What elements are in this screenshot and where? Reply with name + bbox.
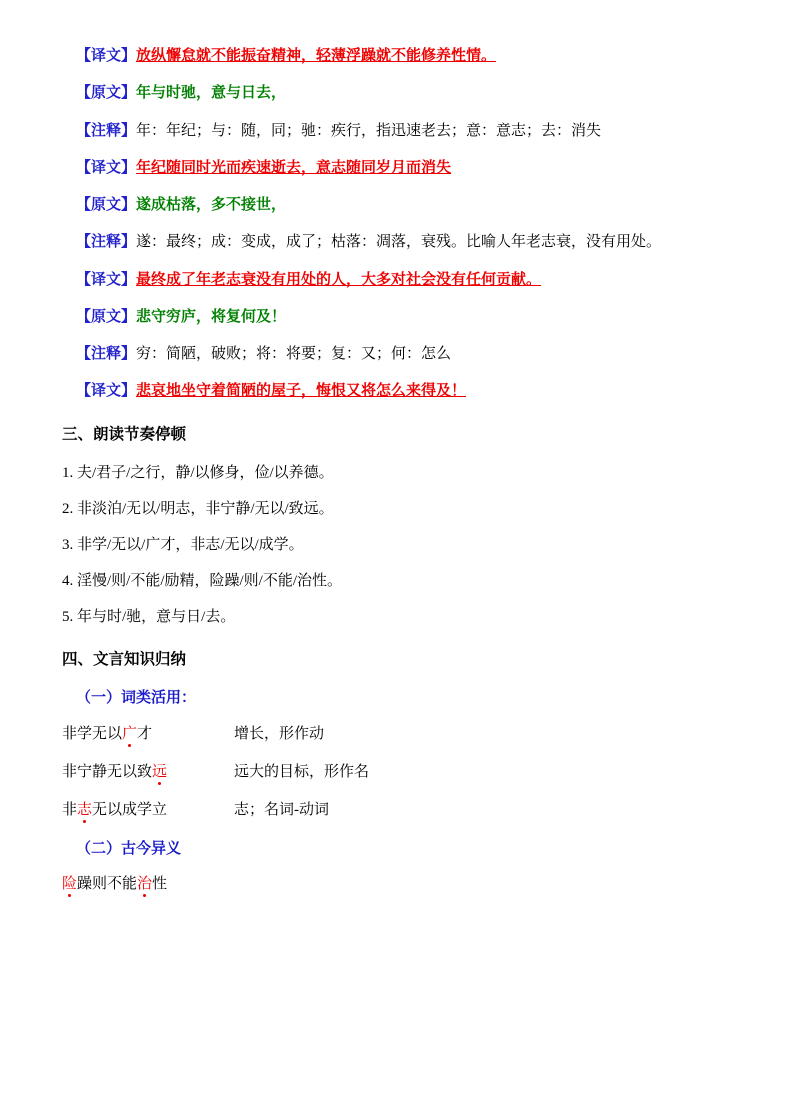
annotated-line <box>62 377 728 406</box>
term-suffix: 无以成学立 <box>92 801 168 818</box>
table-cell-term <box>62 757 234 787</box>
line-text: 穷：简陋，破败；将：将要；复：又；何：怎么 <box>136 346 452 362</box>
table-row <box>62 757 728 787</box>
table-cell-term <box>62 795 234 825</box>
section-four-heading: 四、文言知识归纳 <box>62 651 187 669</box>
term-tail: 性 <box>152 876 168 893</box>
subsection-two-label: （二）古今异义 <box>76 840 182 857</box>
line-text: 悲哀地坐守着简陋的屋子，悔恨又将怎么来得及！ <box>136 383 467 400</box>
term-prefix: 非宁静无以致 <box>62 763 153 780</box>
subsection-one-label: （一）词类活用： <box>76 690 197 707</box>
table-cell-gloss: 远大的目标，形作名 <box>234 763 370 780</box>
line-text: 年纪随同时光而疾速逝去，意志随同岁月而消失 <box>136 159 452 176</box>
line-text: 悲守穷庐，将复何及！ <box>136 308 287 325</box>
term-suffix: 才 <box>137 725 153 742</box>
term-highlight-leading: 险 <box>62 876 78 893</box>
list-item: 1. 夫/君子/之行，静/以修身，俭/以养德。 <box>62 465 334 482</box>
term-highlight: 远 <box>152 763 168 780</box>
line-text: 放纵懈怠就不能振奋精神，轻薄浮躁就不能修养性情。 <box>136 48 497 64</box>
annotated-line <box>62 154 728 183</box>
line-tag: 【原文】 <box>76 197 137 213</box>
table-cell-term <box>62 719 234 749</box>
line-tag: 【译文】 <box>76 159 137 176</box>
annotated-line <box>62 228 728 257</box>
line-tag: 【译文】 <box>76 48 137 64</box>
table-row <box>62 795 728 825</box>
term-highlight-trailing: 治 <box>137 876 153 893</box>
list-item: 3. 非学/无以/广才，非志/无以/成学。 <box>62 537 304 554</box>
line-tag: 【原文】 <box>76 85 137 102</box>
line-text: 遂：最终；成：变成，成了；枯落：凋落，衰残。比喻人年老志衰，没有用处。 <box>136 234 662 251</box>
section-three-heading: 三、朗读节奏停顿 <box>62 425 187 443</box>
annotated-line <box>62 303 728 332</box>
section-three-items <box>62 458 728 632</box>
table-cell-gloss: 增长，形作动 <box>234 725 325 742</box>
term-prefix: 非 <box>62 801 78 818</box>
ancient-modern-row <box>62 869 728 899</box>
annotated-line <box>62 191 728 220</box>
table-row <box>62 719 728 749</box>
line-tag: 【注释】 <box>76 234 137 251</box>
term-highlight: 广 <box>122 725 138 742</box>
line-tag: 【译文】 <box>76 271 137 288</box>
list-item: 5. 年与时/驰，意与日/去。 <box>62 609 236 626</box>
list-item: 2. 非淡泊/无以/明志，非宁静/无以/致远。 <box>62 501 334 518</box>
annotated-line <box>62 266 728 295</box>
line-tag: 【注释】 <box>76 122 137 139</box>
annotated-line <box>62 340 728 369</box>
line-tag: 【译文】 <box>76 383 137 400</box>
annotated-line <box>62 42 728 71</box>
line-text: 年与时驰，意与日去， <box>136 85 287 102</box>
term-middle: 躁则不能 <box>77 876 138 893</box>
line-text: 年：年纪；与：随，同；驰：疾行，指迅速老去；意：意志；去：消失 <box>136 122 602 139</box>
word-usage-table <box>62 719 728 825</box>
line-tag: 【原文】 <box>76 308 137 325</box>
table-cell-gloss: 志；名词-动词 <box>234 801 329 818</box>
line-tag: 【注释】 <box>76 346 137 362</box>
annotated-lines-block <box>62 42 728 407</box>
line-text: 遂成枯落，多不接世， <box>136 197 287 213</box>
line-text: 最终成了年老志衰没有用处的人，大多对社会没有任何贡献。 <box>136 271 542 288</box>
term-highlight: 志 <box>77 801 93 818</box>
annotated-line <box>62 79 728 108</box>
list-item: 4. 淫慢/则/不能/励精，险躁/则/不能/治性。 <box>62 573 343 590</box>
annotated-line <box>62 117 728 146</box>
term-prefix: 非学无以 <box>62 725 123 742</box>
